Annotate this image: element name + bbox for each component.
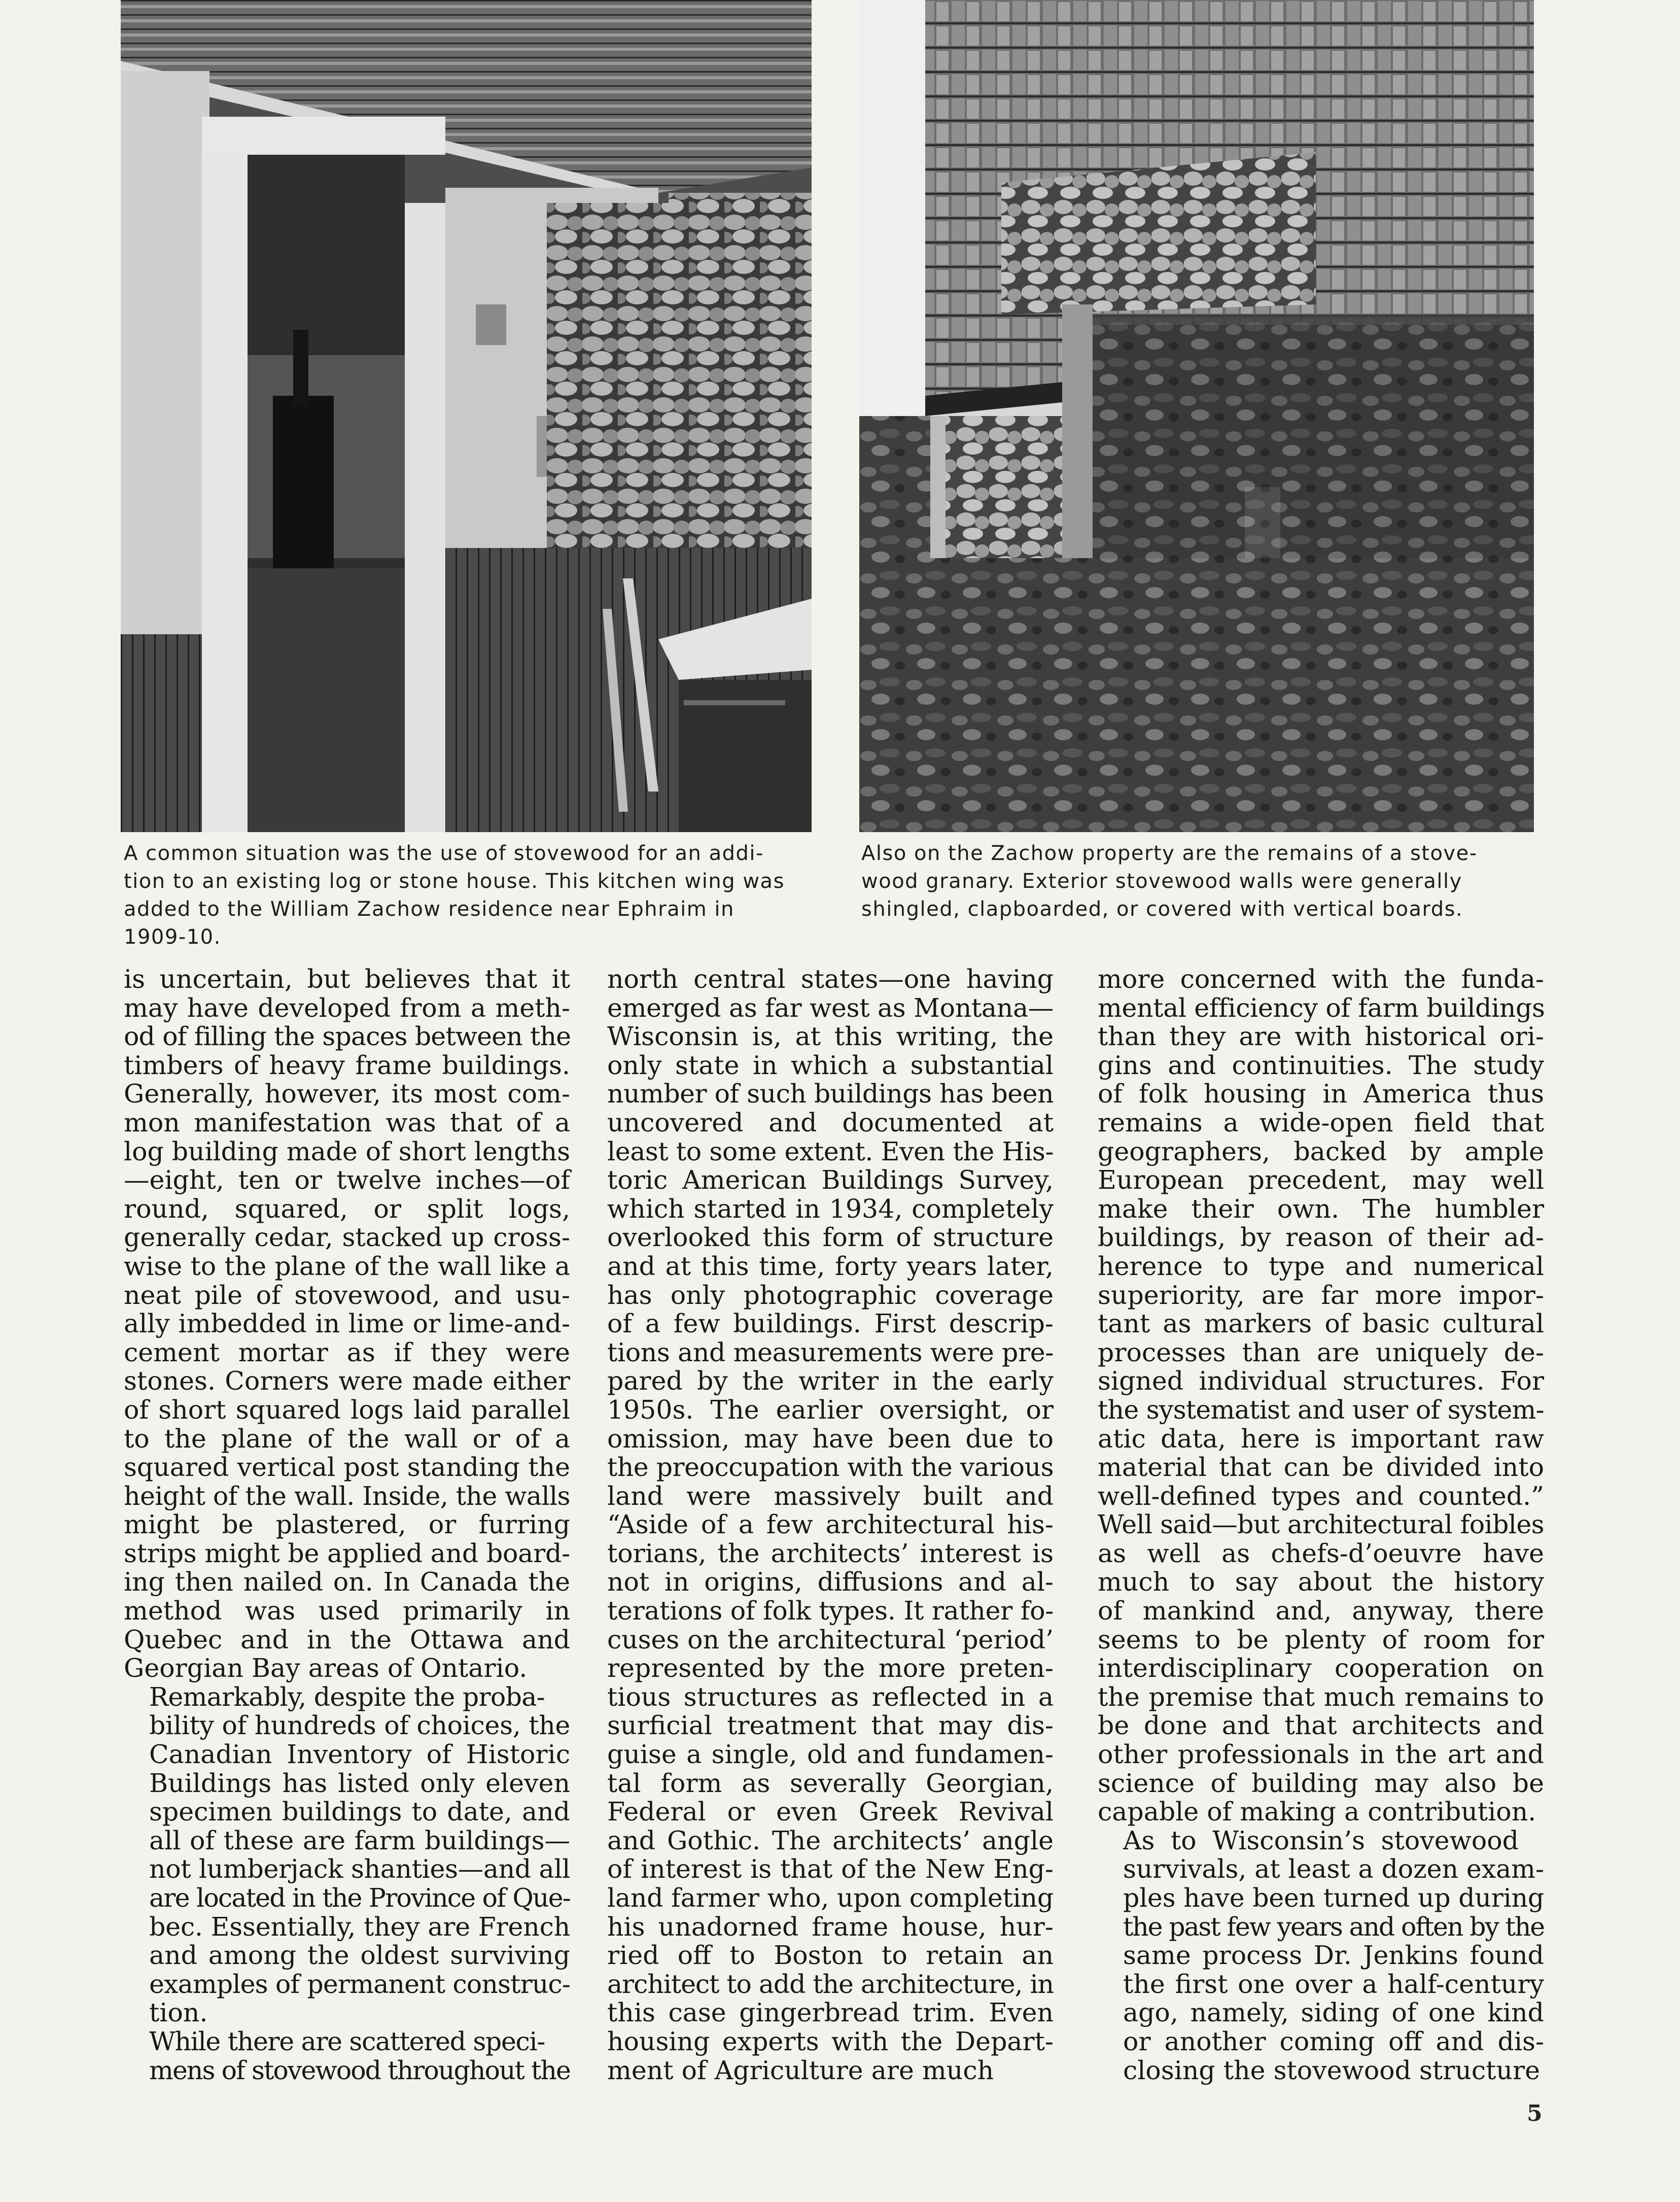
- paragraph: [607, 965, 1054, 2085]
- text-line: much to say about the history: [1098, 1567, 1544, 1597]
- text-line: superiority, are far more impor-: [1098, 1280, 1544, 1310]
- text-line: his unadorned frame house, hur-: [607, 1911, 1054, 1942]
- kitchen-wing-photo: [121, 0, 812, 832]
- text-line: surficial treatment that may dis-: [607, 1710, 1054, 1741]
- text-line: might be plastered, or furring: [124, 1509, 570, 1540]
- text-line: “Aside of a few architectural his-: [607, 1509, 1054, 1540]
- text-line: European precedent, may well: [1098, 1165, 1544, 1195]
- text-line: uncovered and documented at: [607, 1107, 1054, 1138]
- caption-granary: [861, 840, 1536, 923]
- text-line: Buildings has listed only eleven: [149, 1768, 570, 1798]
- text-line: this case gingerbread trim. Even: [607, 1998, 1054, 2028]
- text-line: of mankind and, anyway, there: [1098, 1596, 1544, 1626]
- text-line: ing then nailed on. In Canada the: [124, 1567, 570, 1597]
- text-line: the preoccupation with the various: [607, 1452, 1054, 1483]
- text-line: ment of Agriculture are much: [607, 2055, 994, 2085]
- text-line: While there are scattered speci-: [149, 2026, 545, 2056]
- text-line: to the plane of the wall or of a: [124, 1423, 570, 1454]
- text-line: the first one over a half-century: [1123, 1969, 1544, 1999]
- text-line: least to some extent. Even the His-: [607, 1136, 1054, 1166]
- text-line: overlooked this form of structure: [607, 1222, 1054, 1253]
- text-line: Quebec and in the Ottawa and: [124, 1624, 570, 1655]
- text-line: housing experts with the Depart-: [607, 2026, 1054, 2056]
- text-line: tion.: [149, 1998, 208, 2028]
- granary-photo: [859, 0, 1534, 832]
- text-line: toric American Buildings Survey,: [607, 1165, 1054, 1195]
- text-line: guise a single, old and fundamen-: [607, 1739, 1054, 1770]
- text-line: closing the stovewood structure: [1123, 2055, 1541, 2085]
- text-line: —eight, ten or twelve inches—of: [124, 1165, 570, 1195]
- text-line: tant as markers of basic cultural: [1098, 1309, 1544, 1339]
- text-line: pared by the writer in the early: [607, 1366, 1054, 1396]
- text-line: gins and continuities. The study: [1098, 1050, 1544, 1080]
- text-line: survivals, at least a dozen exam-: [1123, 1854, 1544, 1884]
- text-line: ally imbedded in lime or lime-and-: [124, 1309, 570, 1339]
- text-line: remains a wide-open field that: [1098, 1107, 1544, 1138]
- text-line: the premise that much remains to: [1098, 1681, 1544, 1712]
- text-line: not lumberjack shanties—and all: [149, 1854, 570, 1884]
- text-line: the systematist and user of system-: [1098, 1394, 1544, 1425]
- text-line: tious structures as reflected in a: [607, 1681, 1054, 1712]
- text-line: bec. Essentially, they are French: [149, 1911, 570, 1942]
- caption-line: added to the William Zachow residence near Ephraim in: [124, 898, 734, 921]
- text-line: Wisconsin is, at this writing, the: [607, 1021, 1054, 1052]
- text-line: than they are with historical ori-: [1098, 1021, 1544, 1052]
- text-line: capable of making a contribution.: [1098, 1797, 1536, 1827]
- text-line: mens of stovewood throughout the: [149, 2055, 570, 2085]
- text-column-2: [607, 965, 1054, 2085]
- text-line: tal form as severally Georgian,: [607, 1768, 1054, 1798]
- text-line: the past few years and often by the: [1123, 1911, 1544, 1942]
- text-line: which started in 1934, completely: [607, 1193, 1054, 1224]
- text-line: od of filling the spaces between the: [124, 1021, 571, 1052]
- text-line: seems to be plenty of room for: [1098, 1624, 1544, 1655]
- text-line: and among the oldest surviving: [149, 1940, 570, 1971]
- text-line: neat pile of stovewood, and usu-: [124, 1280, 570, 1310]
- text-line: stones. Corners were made either: [124, 1366, 570, 1396]
- text-line: terations of folk types. It rather fo-: [607, 1596, 1054, 1626]
- text-line: timbers of heavy frame buildings.: [124, 1050, 570, 1080]
- text-line: squared vertical post standing the: [124, 1452, 570, 1483]
- text-line: mental efficiency of farm buildings: [1098, 992, 1545, 1023]
- text-line: number of such buildings has been: [607, 1079, 1054, 1109]
- text-line: tions and measurements were pre-: [607, 1337, 1054, 1367]
- text-line: same process Dr. Jenkins found: [1123, 1940, 1544, 1971]
- paragraph: [124, 2027, 570, 2085]
- caption-line: tion to an existing log or stone house. This kitchen wing was: [124, 870, 785, 893]
- text-line: height of the wall. Inside, the walls: [124, 1481, 570, 1511]
- text-line: Georgian Bay areas of Ontario.: [124, 1653, 528, 1683]
- paragraph: [1098, 1827, 1544, 2085]
- text-line: bility of hundreds of choices, the: [149, 1710, 570, 1741]
- text-line: is uncertain, but believes that it: [124, 964, 570, 994]
- text-line: land farmer who, upon completing: [607, 1883, 1054, 1913]
- text-line: wise to the plane of the wall like a: [124, 1251, 570, 1281]
- text-line: Well said—but architectural foibles: [1098, 1509, 1544, 1540]
- text-line: ago, namely, siding of one kind: [1123, 1998, 1544, 2028]
- text-line: only state in which a substantial: [607, 1050, 1054, 1080]
- text-line: of folk housing in America thus: [1098, 1079, 1544, 1109]
- text-line: architect to add the architecture, in: [607, 1969, 1054, 1999]
- text-line: ples have been turned up during: [1123, 1883, 1544, 1913]
- caption-line: 1909-10.: [124, 925, 221, 949]
- text-line: of interest is that of the New Eng-: [607, 1854, 1054, 1884]
- caption-kitchen-wing: [124, 840, 814, 951]
- text-line: as well as chefs-d’oeuvre have: [1098, 1538, 1544, 1568]
- text-line: Canadian Inventory of Historic: [149, 1739, 570, 1770]
- text-line: buildings, by reason of their ad-: [1098, 1222, 1544, 1253]
- text-line: examples of permanent construc-: [149, 1969, 570, 1999]
- paragraph: [124, 965, 570, 1683]
- text-line: may have developed from a meth-: [124, 992, 570, 1023]
- text-line: has only photographic coverage: [607, 1280, 1054, 1310]
- text-line: As to Wisconsin’s stovewood: [1123, 1825, 1519, 1855]
- text-line: torians, the architects’ interest is: [607, 1538, 1054, 1568]
- text-line: make their own. The humbler: [1098, 1193, 1544, 1224]
- text-line: of a few buildings. First descrip-: [607, 1309, 1054, 1339]
- text-line: represented by the more preten-: [607, 1653, 1054, 1683]
- caption-line: Also on the Zachow property are the remains of a stove-: [861, 842, 1478, 865]
- text-line: be done and that architects and: [1098, 1710, 1544, 1741]
- text-line: emerged as far west as Montana—: [607, 992, 1054, 1023]
- text-line: method was used primarily in: [124, 1596, 570, 1626]
- paragraph: [124, 1683, 570, 2027]
- text-line: or another coming off and dis-: [1123, 2026, 1544, 2056]
- page-number: 5: [1527, 2101, 1543, 2126]
- text-line: and at this time, forty years later,: [607, 1251, 1054, 1281]
- text-line: interdisciplinary cooperation on: [1098, 1653, 1544, 1683]
- text-line: herence to type and numerical: [1098, 1251, 1544, 1281]
- text-line: strips might be applied and board-: [124, 1538, 570, 1568]
- text-line: well-defined types and counted.”: [1098, 1481, 1544, 1511]
- text-line: 1950s. The earlier oversight, or: [607, 1394, 1054, 1425]
- text-column-1: [124, 965, 570, 2085]
- text-line: specimen buildings to date, and: [149, 1797, 570, 1827]
- text-line: cement mortar as if they were: [124, 1337, 570, 1367]
- text-line: are located in the Province of Que-: [149, 1883, 570, 1913]
- text-line: generally cedar, stacked up cross-: [124, 1222, 570, 1253]
- text-line: and Gothic. The architects’ angle: [607, 1825, 1054, 1855]
- text-line: omission, may have been due to: [607, 1423, 1054, 1454]
- text-line: geographers, backed by ample: [1098, 1136, 1544, 1166]
- text-line: not in origins, diffusions and al-: [607, 1567, 1054, 1597]
- text-line: more concerned with the funda-: [1098, 964, 1544, 994]
- text-line: atic data, here is important raw: [1098, 1423, 1544, 1454]
- text-line: land were massively built and: [607, 1481, 1054, 1511]
- text-line: other professionals in the art and: [1098, 1739, 1544, 1770]
- text-line: material that can be divided into: [1098, 1452, 1544, 1483]
- caption-line: shingled, clapboarded, or covered with vertical boards.: [861, 898, 1463, 921]
- text-line: cuses on the architectural ‘period’: [607, 1624, 1054, 1655]
- text-line: ried off to Boston to retain an: [607, 1940, 1054, 1971]
- text-line: signed individual structures. For: [1098, 1366, 1544, 1396]
- text-line: of short squared logs laid parallel: [124, 1394, 570, 1425]
- text-line: north central states—one having: [607, 964, 1054, 994]
- paragraph: [1098, 965, 1544, 1827]
- text-line: Remarkably, despite the proba-: [149, 1681, 545, 1712]
- text-line: mon manifestation was that of a: [124, 1107, 570, 1138]
- text-line: round, squared, or split logs,: [124, 1193, 570, 1224]
- text-column-3: [1098, 965, 1544, 2085]
- text-line: science of building may also be: [1098, 1768, 1544, 1798]
- text-line: processes than are uniquely de-: [1098, 1337, 1544, 1367]
- text-line: Generally, however, its most com-: [124, 1079, 570, 1109]
- caption-line: wood granary. Exterior stovewood walls were generally: [861, 870, 1462, 893]
- caption-line: A common situation was the use of stovewood for an addi-: [124, 842, 764, 865]
- text-line: Federal or even Greek Revival: [607, 1797, 1054, 1827]
- text-line: log building made of short lengths: [124, 1136, 570, 1166]
- text-line: all of these are farm buildings—: [149, 1825, 570, 1855]
